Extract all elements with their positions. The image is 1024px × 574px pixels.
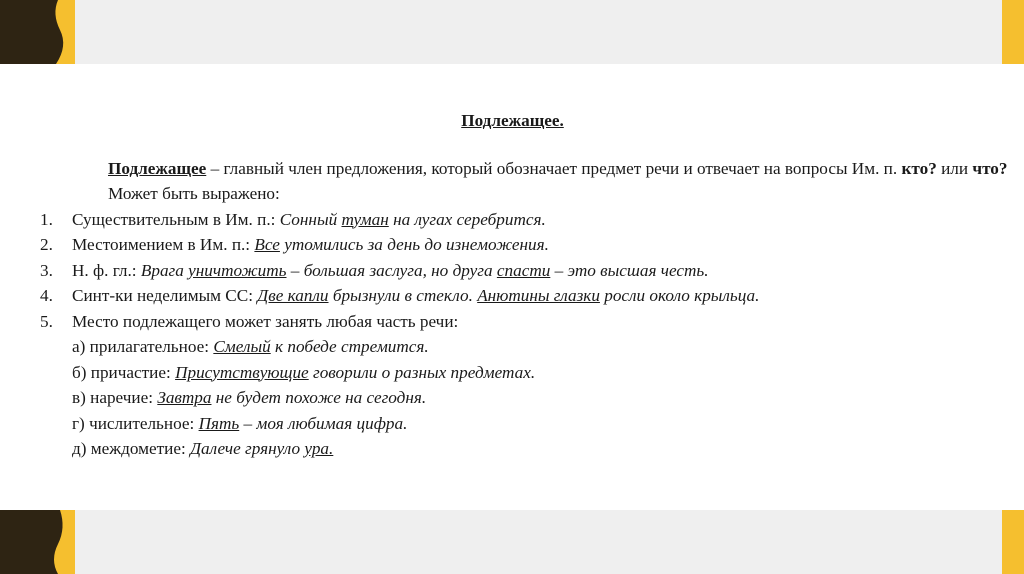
example-text: – это высшая честь. [550, 260, 709, 280]
top-band [0, 0, 1024, 64]
example-subject: туман [341, 209, 389, 229]
list-item-lead: Местоимением в Им. п.: [72, 235, 255, 254]
left-decor-top [0, 0, 75, 64]
example-text: не будет похоже на сегодня. [211, 388, 427, 407]
list-item-lead: Существительным в Им. п.: [72, 209, 280, 229]
question-what: что? [972, 158, 1008, 178]
left-decor-bottom [0, 510, 75, 574]
list-item [40, 207, 1015, 233]
definition-paragraph [40, 156, 1015, 182]
example-subject: ура. [304, 439, 334, 458]
list-item [40, 309, 1015, 335]
definition-text: – главный член предложения, который обозначает предмет речи и отвечает на вопросы Им. п. [206, 158, 902, 178]
list-item-number: 5. [40, 311, 53, 331]
sub-item [40, 436, 1015, 462]
example-subject: Завтра [157, 388, 212, 407]
example-subject: Смелый [213, 337, 271, 356]
example-text: утомились за день до изнеможения. [279, 235, 549, 254]
list-item-lead: Н. ф. гл.: [72, 260, 141, 280]
example-text: росли около крыльца. [599, 286, 760, 305]
document-body [40, 108, 1015, 462]
list-item [40, 258, 1015, 284]
example-subject: спасти [496, 260, 551, 280]
page-title: Подлежащее. [461, 111, 564, 130]
definition-mid: или [936, 158, 973, 178]
example-text: брызнули в стекло. [328, 286, 478, 305]
example-subject: Две капли [257, 286, 329, 305]
sub-item [40, 385, 1015, 411]
accent-right-top [1002, 0, 1024, 64]
list-item-lead: Синт-ки неделимым СС: [72, 286, 258, 305]
sub-item-lead: г) числительное: [72, 413, 199, 433]
example-text: Сонный [279, 209, 342, 229]
expression-list [40, 207, 1015, 335]
list-item [40, 283, 1015, 309]
sub-item-lead: в) наречие: [72, 388, 158, 407]
bottom-band [0, 510, 1024, 574]
list-item-number: 3. [40, 260, 53, 280]
example-text: говорили о разных предметах. [308, 362, 536, 382]
example-subject: Анютины глазки [477, 286, 600, 305]
example-text: – большая заслуга, но друга [286, 260, 497, 280]
example-subject: Все [254, 235, 280, 254]
sub-item [40, 411, 1015, 437]
sub-item-lead: а) прилагательное: [72, 337, 214, 356]
definition-term: Подлежащее [108, 158, 207, 178]
example-subject: Присутствующие [175, 362, 309, 382]
example-subject: уничтожить [188, 260, 287, 280]
accent-right-bottom [1002, 510, 1024, 574]
example-text: Далече грянуло [190, 439, 305, 458]
example-text: на лугах серебрится. [388, 209, 546, 229]
sub-item-lead: б) причастие: [72, 362, 176, 382]
example-text: – моя любимая цифра. [239, 413, 408, 433]
list-item-number: 2. [40, 235, 53, 254]
intro-line: Может быть выражено: [108, 184, 280, 203]
list-item-lead: Место подлежащего может занять любая часть речи: [72, 311, 459, 331]
example-subject: Пять [198, 413, 240, 433]
example-text: к победе стремится. [270, 337, 429, 356]
sub-item [40, 334, 1015, 360]
sub-item-lead: д) междометие: [72, 439, 191, 458]
sub-item [40, 360, 1015, 386]
list-item-number: 1. [40, 209, 53, 229]
list-item [40, 232, 1015, 258]
list-item-number: 4. [40, 286, 53, 305]
question-who: кто? [901, 158, 937, 178]
example-text: Врага [140, 260, 189, 280]
